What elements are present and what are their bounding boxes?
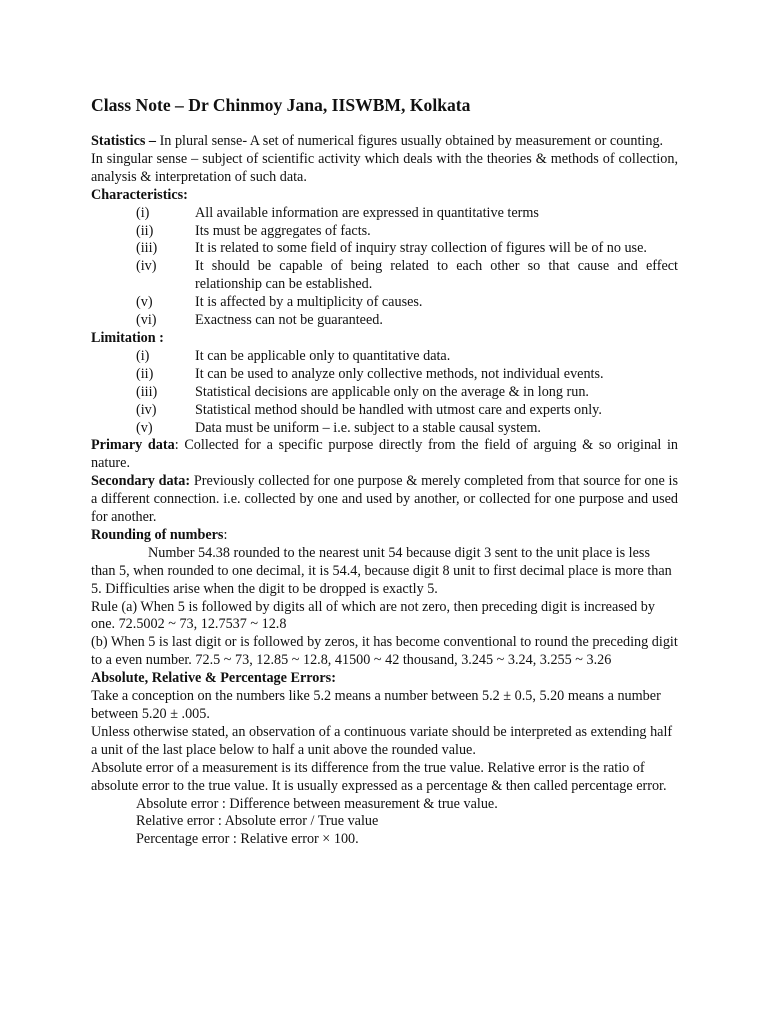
secondary-data-text: Previously collected for one purpose & merely completed from that source for one is a different connection. i.e. collected by one and used by another, or collected for one purpose and used for another.	[91, 473, 678, 526]
rounding-example-rest: than 5, when rounded to one decimal, it is 54.4, because digit 8 unit to first decimal place is more than 5. Difficulties arise when the digit to be dropped is exactly 5.	[91, 562, 672, 597]
rounding-heading	[91, 527, 678, 545]
absolute-error-formula: Absolute error : Difference between measurement & true value.	[136, 795, 498, 812]
list-item	[91, 348, 678, 366]
errors-heading: Absolute, Relative & Percentage Errors:	[91, 670, 336, 687]
list-item-text: Data must be uniform – i.e. subject to a stable causal system.	[195, 419, 541, 436]
errors-definition-paragraph: Absolute error of a measurement is its difference from the true value. Relative error is the ratio of absolute error to the true value. It is usually expressed as a percentage & then called percentage error.	[91, 759, 667, 794]
list-item-number: (iii)	[136, 240, 158, 257]
list-item	[91, 384, 678, 402]
primary-data-term: Primary data	[91, 437, 175, 454]
list-item-text: Statistical method should be handled with utmost care and experts only.	[195, 401, 602, 418]
list-item-text: Exactness can not be guaranteed.	[195, 312, 383, 329]
page-title: Class Note – Dr Chinmoy Jana, IISWBM, Kolkata	[91, 95, 471, 115]
list-item-number: (ii)	[136, 222, 154, 239]
rounding-rule-b: (b) When 5 is last digit or is followed by zeros, it has become conventional to round the preceding digit to a even number. 72.5 ~ 73, 12.85 ~ 12.8, 41500 ~ 42 thousand, 3.245 ~ 3.24, 3.255 ~ 3.26	[91, 634, 678, 669]
list-item-text: It can be applicable only to quantitative data.	[195, 347, 451, 364]
list-item	[91, 366, 678, 384]
rounding-heading-colon: :	[223, 526, 228, 543]
characteristics-heading: Characteristics:	[91, 186, 188, 203]
limitation-list	[91, 348, 678, 438]
list-item-text: Statistical decisions are applicable only on the average & in long run.	[195, 383, 589, 400]
list-item-text: It should be capable of being related to each other so that cause and effect relationship can be established.	[195, 258, 678, 293]
secondary-data-term: Secondary data:	[91, 473, 191, 490]
list-item-number: (iv)	[136, 258, 157, 275]
list-item-number: (i)	[136, 204, 150, 221]
rounding-heading-text: Rounding of numbers	[91, 526, 224, 543]
limitation-heading: Limitation :	[91, 329, 164, 346]
list-item	[91, 312, 678, 330]
list-item	[91, 240, 678, 258]
list-item-text: It can be used to analyze only collective methods, not individual events.	[195, 365, 604, 382]
list-item	[91, 258, 678, 294]
list-item-text: Its must be aggregates of facts.	[195, 222, 371, 239]
list-item	[91, 205, 678, 223]
primary-data-text: : Collected for a specific purpose directly from the field of arguing & so original in nature.	[91, 437, 679, 472]
list-item-text: It is affected by a multiplicity of causes.	[195, 294, 423, 311]
list-item-text: It is related to some field of inquiry stray collection of figures will be of no use.	[195, 240, 647, 257]
list-item	[91, 420, 678, 438]
list-item	[91, 294, 678, 312]
list-item-number: (v)	[136, 294, 153, 311]
statistics-plural-definition	[91, 133, 678, 151]
relative-error-formula: Relative error : Absolute error / True value	[136, 813, 379, 830]
rounding-rule-a: Rule (a) When 5 is followed by digits all of which are not zero, then preceding digit is increased by one. 72.5002 ~ 73, 12.7537 ~ 12.8	[91, 598, 655, 633]
characteristics-list	[91, 205, 678, 330]
list-item-number: (i)	[136, 347, 150, 364]
list-item	[91, 402, 678, 420]
percentage-error-formula: Percentage error : Relative error × 100.	[136, 831, 359, 848]
rounding-example-first-line: Number 54.38 rounded to the nearest unit 54 because digit 3 sent to the unit place is less	[148, 544, 650, 561]
list-item-number: (ii)	[136, 365, 154, 382]
secondary-data-paragraph	[91, 473, 678, 527]
primary-data-paragraph	[91, 437, 678, 473]
statistics-singular-definition: In singular sense – subject of scientific activity which deals with the theories & methods of collection, analysis & interpretation of such data.	[91, 150, 678, 185]
class-note-body	[91, 94, 678, 849]
list-item-text: All available information are expressed in quantitative terms	[195, 204, 539, 221]
errors-conception-paragraph: Take a conception on the numbers like 5.2 means a number between 5.2 ± 0.5, 5.20 means a number between 5.20 ± .005.	[91, 688, 661, 722]
list-item	[91, 223, 678, 241]
list-item-number: (v)	[136, 419, 153, 436]
statistics-plural-text: In plural sense- A set of numerical figures usually obtained by measurement or counting.	[156, 133, 664, 149]
errors-continuous-variate-paragraph: Unless otherwise stated, an observation of a continuous variate should be interpreted as extending half a unit of the last place below to half a unit above the rounded value.	[91, 723, 673, 758]
list-item-number: (iii)	[136, 383, 158, 400]
list-item-number: (iv)	[136, 401, 157, 418]
statistics-term: Statistics –	[91, 133, 157, 149]
list-item-number: (vi)	[136, 312, 157, 329]
